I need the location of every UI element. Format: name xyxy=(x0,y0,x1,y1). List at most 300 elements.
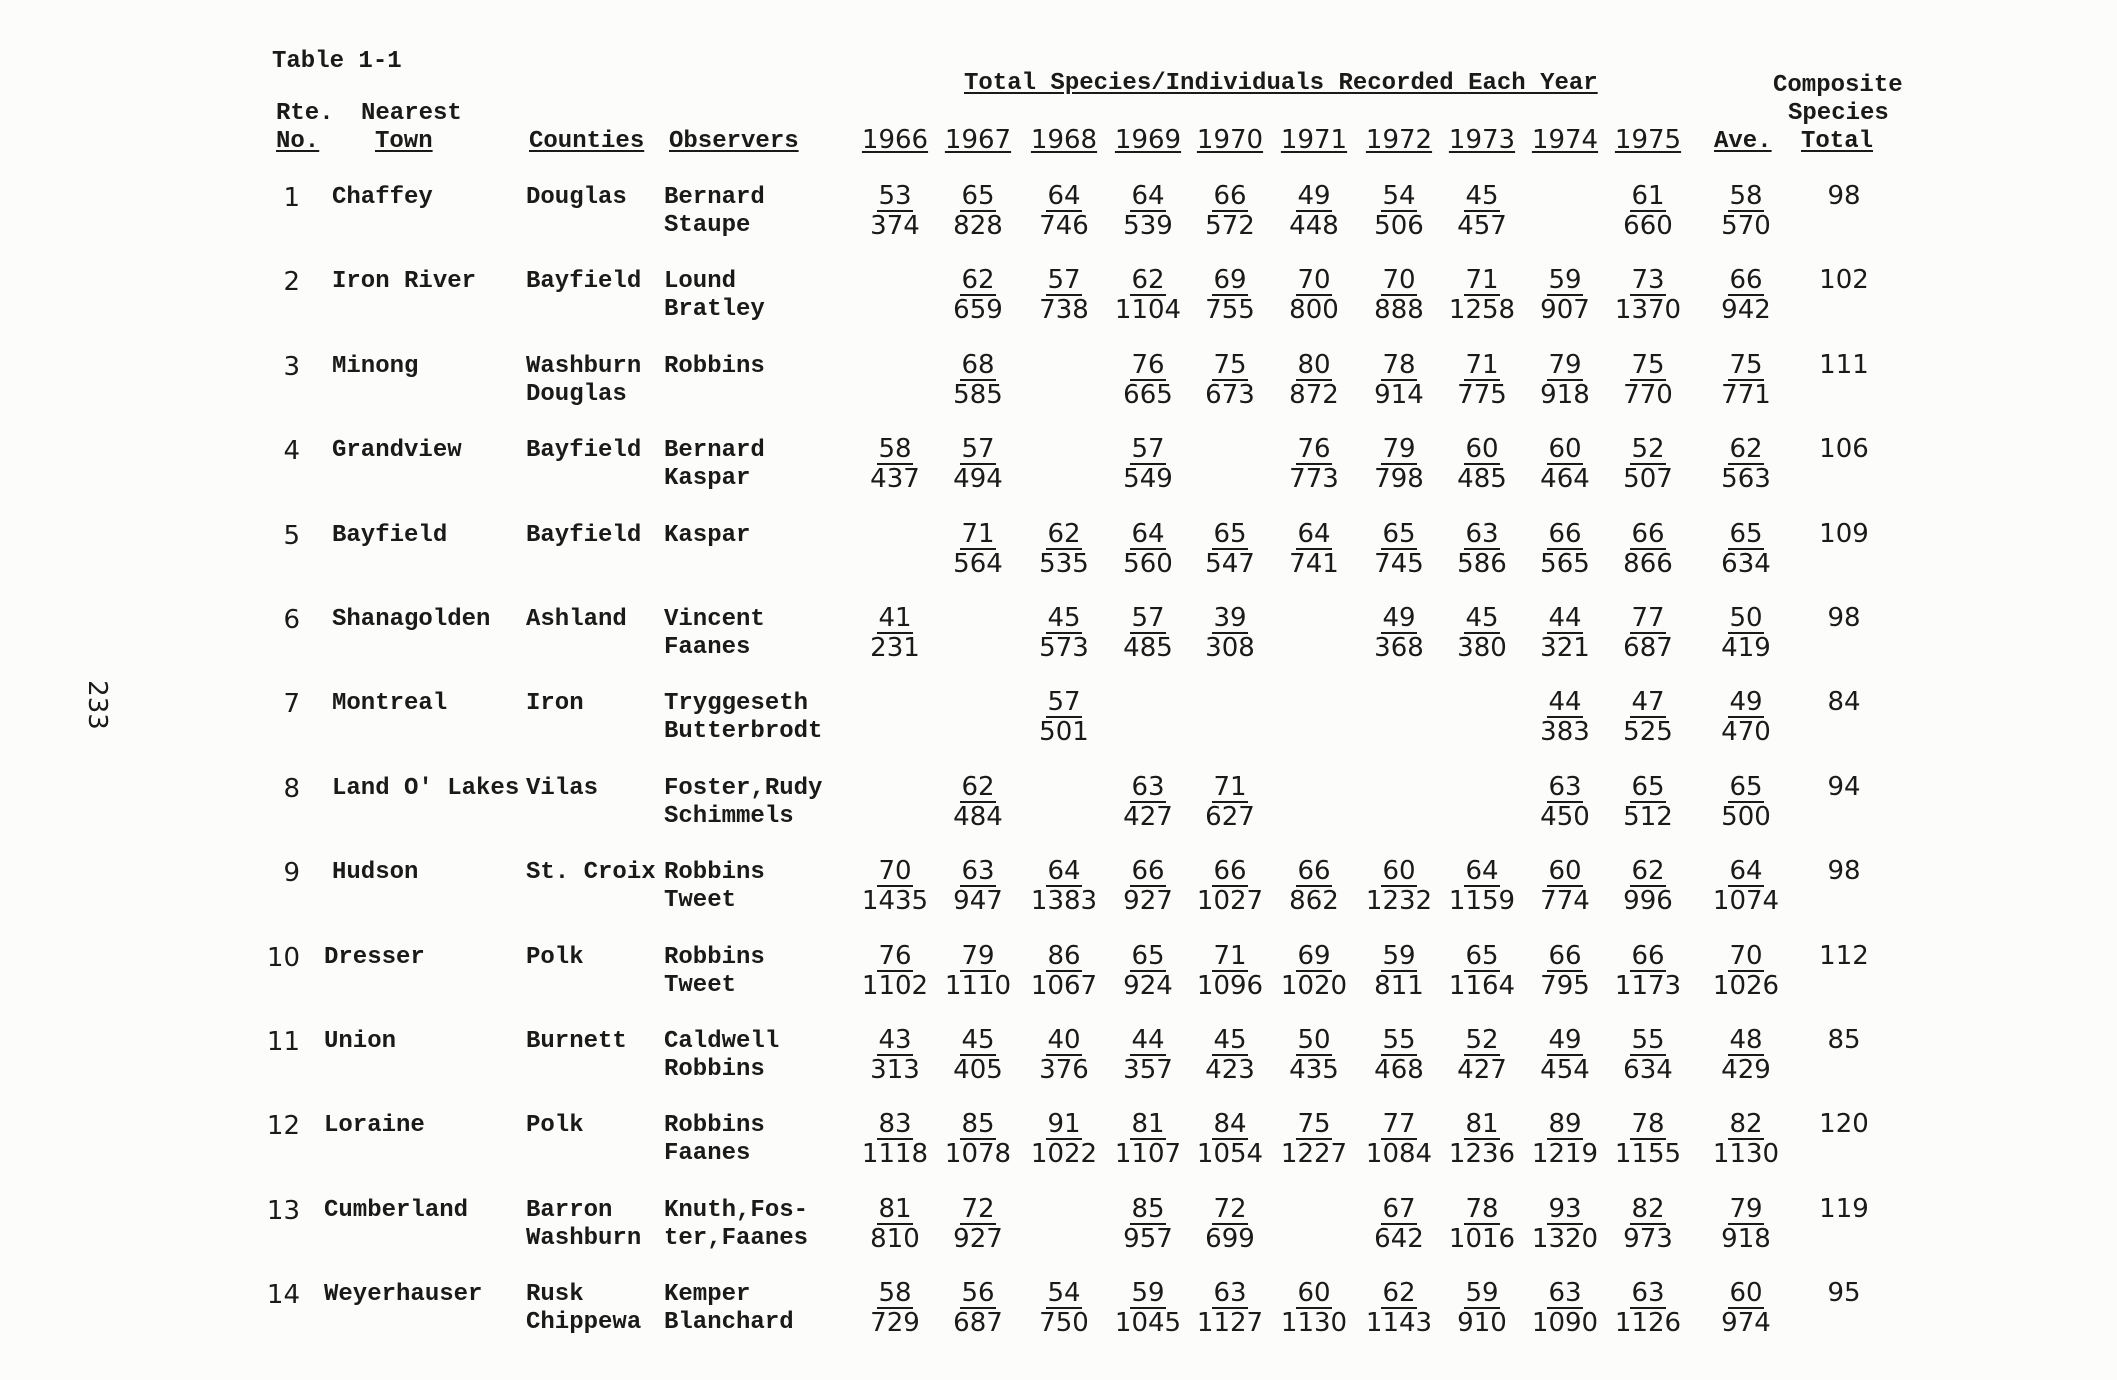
individuals-count: 927 xyxy=(953,1224,1003,1254)
year-count-1968 xyxy=(1026,1279,1102,1337)
individuals-count: 1227 xyxy=(1280,1139,1348,1169)
observer: Foster,Rudy xyxy=(664,775,823,802)
species-count: 65 xyxy=(1729,519,1763,549)
year-count-1971 xyxy=(1276,266,1352,324)
species-count: 72 xyxy=(1213,1194,1247,1224)
species-count: 59 xyxy=(1465,1278,1499,1308)
individuals-count: 1258 xyxy=(1448,295,1516,325)
species-count: 65 xyxy=(1631,772,1665,802)
composite-header-2: Species xyxy=(1788,100,1889,127)
species-count: 78 xyxy=(1382,350,1416,380)
individuals-count: 383 xyxy=(1540,717,1590,747)
individuals-count: 1107 xyxy=(1114,1139,1182,1169)
average-count xyxy=(1708,604,1784,662)
species-count: 66 xyxy=(1631,519,1665,549)
species-count: 64 xyxy=(1047,856,1081,886)
county: Polk xyxy=(526,1112,584,1139)
individuals-count: 1026 xyxy=(1712,971,1780,1001)
nearest-town: Bayfield xyxy=(332,522,448,549)
individuals-count: 1143 xyxy=(1365,1308,1433,1338)
county: Burnett xyxy=(526,1028,627,1055)
species-count: 66 xyxy=(1213,181,1247,211)
species-count: 44 xyxy=(1548,687,1582,717)
year-count-1968 xyxy=(1026,604,1102,662)
individuals-count: 774 xyxy=(1540,886,1590,916)
year-count-1972 xyxy=(1361,1026,1437,1084)
nearest-town: Shanagolden xyxy=(332,606,491,633)
year-count-1975 xyxy=(1610,857,1686,915)
individuals-count: 973 xyxy=(1623,1224,1673,1254)
individuals-count: 468 xyxy=(1374,1055,1424,1085)
species-count: 62 xyxy=(1382,1278,1416,1308)
individuals-count: 231 xyxy=(870,633,920,663)
year-count-1967 xyxy=(940,857,1016,915)
individuals-count: 1155 xyxy=(1614,1139,1682,1169)
individuals-count: 321 xyxy=(1540,633,1590,663)
route-number: 11 xyxy=(266,1027,300,1057)
individuals-count: 771 xyxy=(1721,380,1771,410)
individuals-count: 549 xyxy=(1123,464,1173,494)
year-count-1969 xyxy=(1110,857,1186,915)
species-count: 49 xyxy=(1729,687,1763,717)
year-count-1970 xyxy=(1192,1110,1268,1168)
individuals-count: 755 xyxy=(1205,295,1255,325)
individuals-count: 427 xyxy=(1457,1055,1507,1085)
average-count xyxy=(1708,266,1784,324)
individuals-count: 572 xyxy=(1205,211,1255,241)
route-number: 8 xyxy=(283,774,300,804)
individuals-count: 942 xyxy=(1721,295,1771,325)
individuals-count: 500 xyxy=(1721,802,1771,832)
year-count-1970 xyxy=(1192,942,1268,1000)
average-count xyxy=(1708,773,1784,831)
year-count-1972 xyxy=(1361,857,1437,915)
nearest-town: Grandview xyxy=(332,437,462,464)
individuals-count: 634 xyxy=(1721,549,1771,579)
county: Washburn xyxy=(526,1225,642,1252)
individuals-count: 585 xyxy=(953,380,1003,410)
year-count-1966 xyxy=(857,604,933,662)
individuals-count: 485 xyxy=(1457,464,1507,494)
individuals-count: 1173 xyxy=(1614,971,1682,1001)
average-count xyxy=(1708,1026,1784,1084)
year-header-1973: 1973 xyxy=(1448,125,1516,155)
individuals-count: 1020 xyxy=(1280,971,1348,1001)
species-count: 79 xyxy=(961,941,995,971)
species-count: 44 xyxy=(1548,603,1582,633)
ave-header: Ave. xyxy=(1714,128,1772,155)
route-number: 1 xyxy=(283,183,300,213)
year-count-1973 xyxy=(1444,942,1520,1000)
species-count: 64 xyxy=(1297,519,1331,549)
observer: Staupe xyxy=(664,212,751,239)
species-count: 89 xyxy=(1548,1109,1582,1139)
year-count-1968 xyxy=(1026,688,1102,746)
species-count: 82 xyxy=(1631,1194,1665,1224)
individuals-count: 457 xyxy=(1457,211,1507,241)
species-count: 77 xyxy=(1382,1109,1416,1139)
county: Barron xyxy=(526,1197,613,1224)
observer: Kaspar xyxy=(664,465,751,492)
species-count: 71 xyxy=(1213,772,1247,802)
species-count: 65 xyxy=(1729,772,1763,802)
year-count-1966 xyxy=(857,857,933,915)
year-count-1974 xyxy=(1527,604,1603,662)
county: Bayfield xyxy=(526,268,642,295)
individuals-count: 750 xyxy=(1039,1308,1089,1338)
individuals-count: 1159 xyxy=(1448,886,1516,916)
composite-total: 84 xyxy=(1827,687,1861,717)
table-label: Table 1-1 xyxy=(272,48,402,75)
year-count-1972 xyxy=(1361,942,1437,1000)
average-count xyxy=(1708,435,1784,493)
composite-total: 95 xyxy=(1827,1278,1861,1308)
observer: Faanes xyxy=(664,634,751,661)
individuals-count: 470 xyxy=(1721,717,1771,747)
individuals-count: 914 xyxy=(1374,380,1424,410)
individuals-count: 484 xyxy=(953,802,1003,832)
observer: Kemper xyxy=(664,1281,751,1308)
year-count-1970 xyxy=(1192,266,1268,324)
route-number: 14 xyxy=(266,1280,300,1310)
year-count-1971 xyxy=(1276,1279,1352,1337)
individuals-count: 910 xyxy=(1457,1308,1507,1338)
year-count-1972 xyxy=(1361,1110,1437,1168)
species-count: 71 xyxy=(1465,350,1499,380)
county: Polk xyxy=(526,944,584,971)
species-count: 63 xyxy=(1631,1278,1665,1308)
species-count: 91 xyxy=(1047,1109,1081,1139)
individuals-count: 866 xyxy=(1623,549,1673,579)
nearest-town: Minong xyxy=(332,353,419,380)
species-count: 68 xyxy=(961,350,995,380)
county: Douglas xyxy=(526,381,627,408)
individuals-count: 429 xyxy=(1721,1055,1771,1085)
year-count-1968 xyxy=(1026,266,1102,324)
individuals-count: 957 xyxy=(1123,1224,1173,1254)
individuals-count: 738 xyxy=(1039,295,1089,325)
individuals-count: 745 xyxy=(1374,549,1424,579)
year-count-1971 xyxy=(1276,1110,1352,1168)
species-count: 49 xyxy=(1297,181,1331,211)
year-count-1974 xyxy=(1527,1110,1603,1168)
year-count-1971 xyxy=(1276,351,1352,409)
individuals-count: 1084 xyxy=(1365,1139,1433,1169)
individuals-count: 419 xyxy=(1721,633,1771,663)
species-count: 64 xyxy=(1729,856,1763,886)
species-count: 79 xyxy=(1548,350,1582,380)
individuals-count: 862 xyxy=(1289,886,1339,916)
year-count-1972 xyxy=(1361,1195,1437,1253)
individuals-count: 535 xyxy=(1039,549,1089,579)
individuals-count: 565 xyxy=(1540,549,1590,579)
composite-total: 109 xyxy=(1819,519,1869,549)
year-count-1969 xyxy=(1110,351,1186,409)
observers-header: Observers xyxy=(669,128,799,155)
year-count-1974 xyxy=(1527,688,1603,746)
species-count: 45 xyxy=(1465,181,1499,211)
year-count-1969 xyxy=(1110,1195,1186,1253)
species-count: 75 xyxy=(1213,350,1247,380)
species-count: 62 xyxy=(1729,434,1763,464)
individuals-count: 770 xyxy=(1623,380,1673,410)
individuals-count: 872 xyxy=(1289,380,1339,410)
composite-total: 94 xyxy=(1827,772,1861,802)
species-count: 71 xyxy=(1465,265,1499,295)
individuals-count: 405 xyxy=(953,1055,1003,1085)
year-count-1969 xyxy=(1110,604,1186,662)
species-count: 71 xyxy=(961,519,995,549)
species-count: 84 xyxy=(1213,1109,1247,1139)
species-count: 77 xyxy=(1631,603,1665,633)
species-count: 64 xyxy=(1131,519,1165,549)
composite-total: 111 xyxy=(1819,350,1869,380)
individuals-count: 741 xyxy=(1289,549,1339,579)
total-header: Total xyxy=(1801,128,1874,155)
individuals-count: 1090 xyxy=(1531,1308,1599,1338)
year-count-1966 xyxy=(857,942,933,1000)
year-count-1973 xyxy=(1444,604,1520,662)
year-count-1969 xyxy=(1110,435,1186,493)
year-count-1967 xyxy=(940,351,1016,409)
species-count: 65 xyxy=(1465,941,1499,971)
species-count: 66 xyxy=(1729,265,1763,295)
composite-total: 98 xyxy=(1827,603,1861,633)
average-count xyxy=(1708,1110,1784,1168)
species-count: 65 xyxy=(1213,519,1247,549)
year-count-1969 xyxy=(1110,266,1186,324)
page-number: 233 xyxy=(81,680,112,730)
year-count-1975 xyxy=(1610,182,1686,240)
individuals-count: 573 xyxy=(1039,633,1089,663)
species-count: 65 xyxy=(1382,519,1416,549)
year-count-1971 xyxy=(1276,942,1352,1000)
individuals-count: 673 xyxy=(1205,380,1255,410)
individuals-count: 907 xyxy=(1540,295,1590,325)
nearest-town: Iron River xyxy=(332,268,477,295)
nearest-town: Loraine xyxy=(324,1112,425,1139)
county: Chippewa xyxy=(526,1309,642,1336)
average-count xyxy=(1708,857,1784,915)
individuals-count: 539 xyxy=(1123,211,1173,241)
year-count-1969 xyxy=(1110,520,1186,578)
composite-total: 85 xyxy=(1827,1025,1861,1055)
species-count: 66 xyxy=(1131,856,1165,886)
year-count-1975 xyxy=(1610,435,1686,493)
year-count-1967 xyxy=(940,182,1016,240)
species-count: 40 xyxy=(1047,1025,1081,1055)
route-number: 9 xyxy=(283,858,300,888)
individuals-count: 659 xyxy=(953,295,1003,325)
species-count: 63 xyxy=(1131,772,1165,802)
species-count: 45 xyxy=(961,1025,995,1055)
individuals-count: 1045 xyxy=(1114,1308,1182,1338)
composite-total: 98 xyxy=(1827,856,1861,886)
species-count: 62 xyxy=(961,265,995,295)
species-count: 70 xyxy=(1382,265,1416,295)
year-header-1970: 1970 xyxy=(1196,125,1264,155)
individuals-count: 996 xyxy=(1623,886,1673,916)
year-count-1967 xyxy=(940,1110,1016,1168)
species-count: 44 xyxy=(1131,1025,1165,1055)
year-count-1974 xyxy=(1527,1279,1603,1337)
year-count-1972 xyxy=(1361,520,1437,578)
individuals-count: 570 xyxy=(1721,211,1771,241)
individuals-count: 454 xyxy=(1540,1055,1590,1085)
year-count-1970 xyxy=(1192,604,1268,662)
species-count: 79 xyxy=(1382,434,1416,464)
year-count-1966 xyxy=(857,1026,933,1084)
individuals-count: 773 xyxy=(1289,464,1339,494)
species-count: 82 xyxy=(1729,1109,1763,1139)
individuals-count: 1127 xyxy=(1196,1308,1264,1338)
observer: Robbins xyxy=(664,1056,765,1083)
year-count-1972 xyxy=(1361,266,1437,324)
year-count-1975 xyxy=(1610,942,1686,1000)
species-count: 62 xyxy=(961,772,995,802)
average-count xyxy=(1708,1195,1784,1253)
year-header-1971: 1971 xyxy=(1280,125,1348,155)
composite-total: 102 xyxy=(1819,265,1869,295)
year-count-1969 xyxy=(1110,1279,1186,1337)
species-count: 57 xyxy=(1131,603,1165,633)
year-count-1974 xyxy=(1527,520,1603,578)
year-count-1968 xyxy=(1026,520,1102,578)
individuals-count: 1232 xyxy=(1365,886,1433,916)
individuals-count: 811 xyxy=(1374,971,1424,1001)
route-number: 3 xyxy=(283,352,300,382)
species-count: 75 xyxy=(1297,1109,1331,1139)
individuals-count: 547 xyxy=(1205,549,1255,579)
species-count: 45 xyxy=(1213,1025,1247,1055)
route-number: 6 xyxy=(283,605,300,635)
individuals-count: 450 xyxy=(1540,802,1590,832)
observer: Kaspar xyxy=(664,522,751,549)
individuals-count: 687 xyxy=(953,1308,1003,1338)
year-count-1970 xyxy=(1192,182,1268,240)
individuals-count: 494 xyxy=(953,464,1003,494)
species-count: 47 xyxy=(1631,687,1665,717)
individuals-count: 586 xyxy=(1457,549,1507,579)
year-header-1967: 1967 xyxy=(944,125,1012,155)
species-count: 45 xyxy=(1465,603,1499,633)
individuals-count: 464 xyxy=(1540,464,1590,494)
route-number: 7 xyxy=(283,689,300,719)
nearest-town: Weyerhauser xyxy=(324,1281,483,1308)
year-count-1974 xyxy=(1527,435,1603,493)
individuals-count: 1016 xyxy=(1448,1224,1516,1254)
species-count: 39 xyxy=(1213,603,1247,633)
year-count-1975 xyxy=(1610,1026,1686,1084)
species-count: 59 xyxy=(1382,941,1416,971)
species-count: 81 xyxy=(1465,1109,1499,1139)
individuals-count: 699 xyxy=(1205,1224,1255,1254)
species-count: 70 xyxy=(878,856,912,886)
route-number: 10 xyxy=(266,943,300,973)
composite-total: 98 xyxy=(1827,181,1861,211)
route-number: 5 xyxy=(283,521,300,551)
year-count-1966 xyxy=(857,1279,933,1337)
individuals-count: 437 xyxy=(870,464,920,494)
year-count-1975 xyxy=(1610,351,1686,409)
year-count-1973 xyxy=(1444,1195,1520,1253)
observer: Vincent xyxy=(664,606,765,633)
species-count: 58 xyxy=(878,1278,912,1308)
species-count: 55 xyxy=(1631,1025,1665,1055)
species-count: 52 xyxy=(1631,434,1665,464)
individuals-count: 1054 xyxy=(1196,1139,1264,1169)
year-count-1968 xyxy=(1026,942,1102,1000)
year-count-1973 xyxy=(1444,351,1520,409)
individuals-count: 1236 xyxy=(1448,1139,1516,1169)
average-count xyxy=(1708,1279,1784,1337)
year-count-1966 xyxy=(857,1110,933,1168)
species-count: 57 xyxy=(1131,434,1165,464)
year-count-1971 xyxy=(1276,857,1352,915)
individuals-count: 1022 xyxy=(1030,1139,1098,1169)
year-count-1969 xyxy=(1110,182,1186,240)
year-count-1971 xyxy=(1276,520,1352,578)
year-count-1970 xyxy=(1192,351,1268,409)
composite-total: 106 xyxy=(1819,434,1869,464)
species-count: 59 xyxy=(1131,1278,1165,1308)
year-count-1974 xyxy=(1527,773,1603,831)
individuals-count: 357 xyxy=(1123,1055,1173,1085)
individuals-count: 1383 xyxy=(1030,886,1098,916)
individuals-count: 687 xyxy=(1623,633,1673,663)
year-count-1971 xyxy=(1276,182,1352,240)
species-count: 76 xyxy=(1297,434,1331,464)
year-count-1974 xyxy=(1527,942,1603,1000)
individuals-count: 795 xyxy=(1540,971,1590,1001)
species-count: 64 xyxy=(1131,181,1165,211)
individuals-count: 1027 xyxy=(1196,886,1264,916)
individuals-count: 642 xyxy=(1374,1224,1424,1254)
individuals-count: 1078 xyxy=(944,1139,1012,1169)
species-count: 57 xyxy=(1047,687,1081,717)
individuals-count: 798 xyxy=(1374,464,1424,494)
individuals-count: 729 xyxy=(870,1308,920,1338)
average-count xyxy=(1708,182,1784,240)
year-count-1975 xyxy=(1610,1195,1686,1253)
year-count-1970 xyxy=(1192,773,1268,831)
species-count: 41 xyxy=(878,603,912,633)
year-count-1971 xyxy=(1276,1026,1352,1084)
individuals-count: 918 xyxy=(1721,1224,1771,1254)
observer: Bernard xyxy=(664,184,765,211)
individuals-count: 927 xyxy=(1123,886,1173,916)
individuals-count: 376 xyxy=(1039,1055,1089,1085)
year-count-1972 xyxy=(1361,1279,1437,1337)
observer: Butterbrodt xyxy=(664,718,823,745)
county: Douglas xyxy=(526,184,627,211)
species-count: 55 xyxy=(1382,1025,1416,1055)
species-count: 79 xyxy=(1729,1194,1763,1224)
nearest-town: Chaffey xyxy=(332,184,433,211)
county: Rusk xyxy=(526,1281,584,1308)
species-count: 62 xyxy=(1131,265,1165,295)
individuals-count: 888 xyxy=(1374,295,1424,325)
species-count: 85 xyxy=(1131,1194,1165,1224)
rte-header: Rte. xyxy=(276,100,334,127)
year-count-1974 xyxy=(1527,1026,1603,1084)
species-count: 45 xyxy=(1047,603,1081,633)
county: Ashland xyxy=(526,606,627,633)
nearest-town: Montreal xyxy=(332,690,448,717)
species-count: 76 xyxy=(1131,350,1165,380)
year-count-1968 xyxy=(1026,182,1102,240)
year-header-1972: 1972 xyxy=(1365,125,1433,155)
